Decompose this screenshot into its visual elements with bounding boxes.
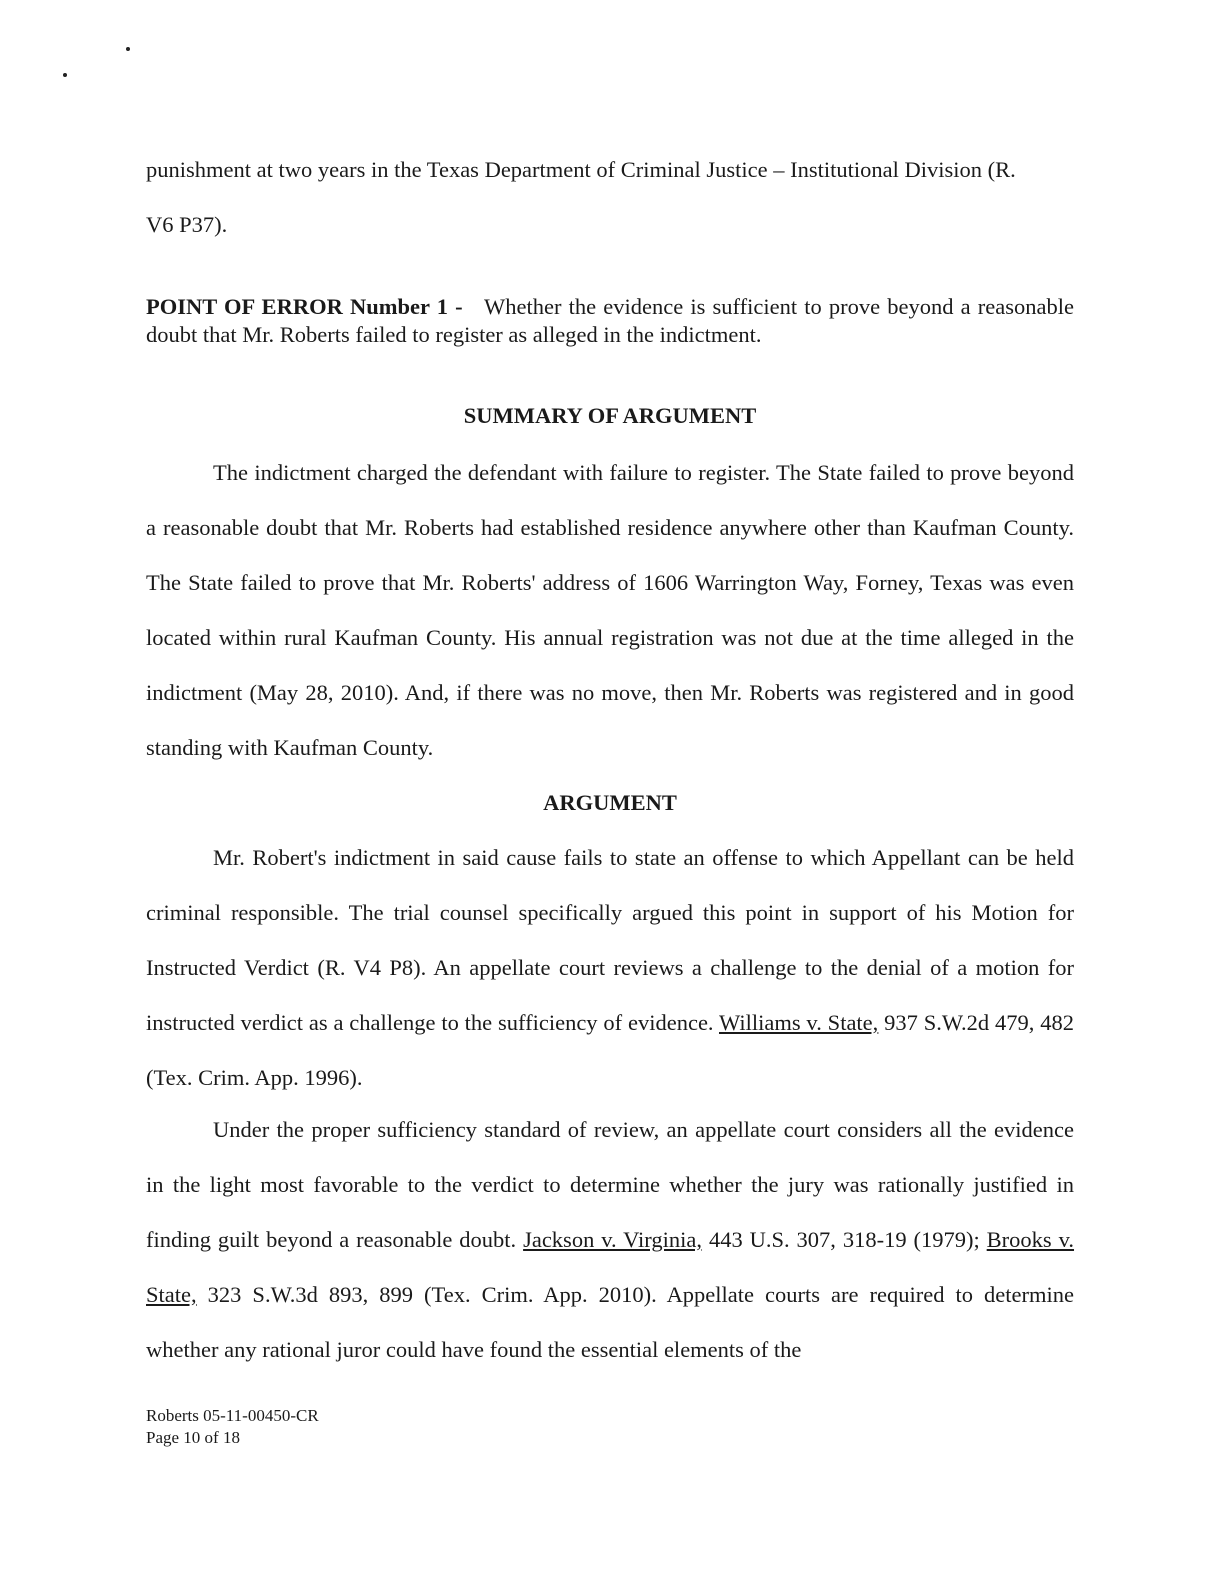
citation-jackson: 443 U.S. 307, 318-19 (1979);	[708, 1227, 980, 1252]
scan-speck	[126, 47, 130, 51]
argument-p1-text: Mr. Robert's indictment in said cause fails to state an offense to which Appellant can be held criminal responsible. The trial counsel specifically argued this point in support of his Motion for Instructed Verdict (R. V4 P8). An appellate court reviews a challenge to the denial of a motion for instructed verdict as a challenge to the sufficiency of evidence.	[146, 845, 1074, 1035]
summary-heading: SUMMARY OF ARGUMENT	[463, 403, 757, 428]
citation-williams: 937 S.W.2d 479, 482 (Tex. Crim. App. 1996).	[146, 1010, 1074, 1090]
argument-p2-text: Under the proper sufficiency standard of review, an appellate court considers all the evidence in the light most favorable to the verdict to determine whether the jury was rationally justified in finding guilt beyond a reasonable doubt.	[146, 1117, 1074, 1252]
point-of-error-text: Whether the evidence is sufficient to prove beyond a reasonable doubt that Mr. Roberts failed to register as alleged in the indictment.	[146, 294, 1075, 347]
argument-paragraph-1	[146, 830, 1074, 1105]
argument-paragraph-2	[146, 1102, 1074, 1377]
continuation-paragraph	[146, 142, 1074, 252]
summary-paragraph: The indictment charged the defendant with failure to register. The State failed to prove beyond a reasonable doubt that Mr. Roberts had established residence anywhere other than Kaufman County. The State failed to prove that Mr. Roberts' address of 1606 Warrington Way, Forney, Texas was even located within rural Kaufman County. His annual registration was not due at the time alleged in the indictment (May 28, 2010). And, if there was no move, then Mr. Roberts was registered and in good standing with Kaufman County.	[146, 460, 1074, 760]
argument-p2-tail: Appellate courts are required to determine whether any rational juror could have found the essential elements of the	[146, 1282, 1075, 1362]
footer-case-number: Roberts 05-11-00450-CR	[146, 1406, 319, 1425]
case-jackson: Jackson v. Virginia,	[523, 1227, 703, 1252]
continuation-line-2: V6 P37).	[146, 212, 228, 237]
case-williams: Williams v. State,	[719, 1010, 879, 1035]
citation-brooks: 323 S.W.3d 893, 899 (Tex. Crim. App. 2010).	[207, 1282, 657, 1307]
argument-heading: ARGUMENT	[543, 790, 677, 815]
point-of-error-paragraph	[146, 293, 1074, 349]
case-brooks: Brooks v. State,	[146, 1227, 1075, 1307]
point-of-error-label: POINT OF ERROR Number 1 -	[146, 294, 463, 319]
page-footer	[146, 1405, 319, 1449]
scan-speck	[63, 73, 67, 77]
continuation-line-1: punishment at two years in the Texas Department of Criminal Justice – Institutional Division (R.	[146, 157, 1016, 182]
footer-page-number: Page 10 of 18	[146, 1428, 240, 1447]
